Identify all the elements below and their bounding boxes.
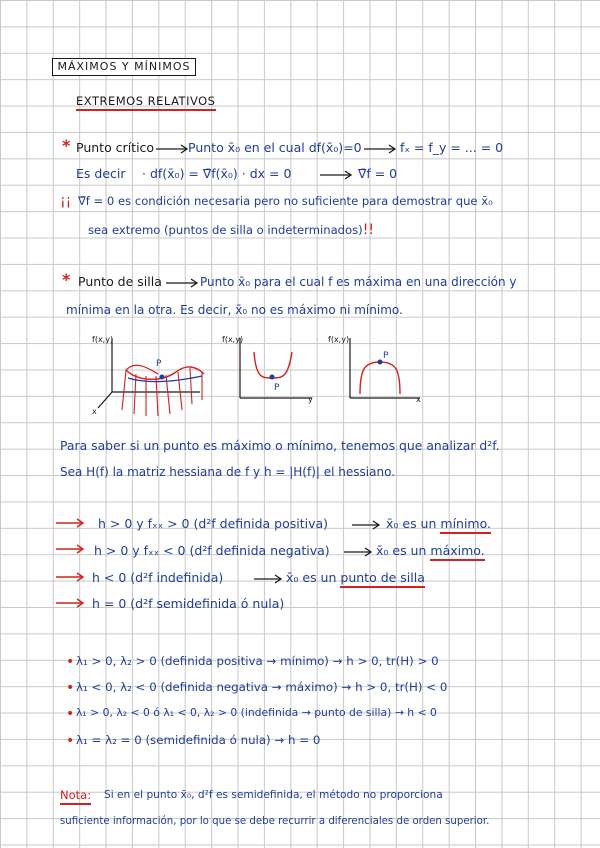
saddle-point-line1: Punto x̄₀ para el cual f es máxima en una dirección y	[200, 275, 517, 289]
axis-label: f(x,y)	[222, 335, 244, 344]
red-arrow-icon	[56, 544, 86, 554]
eigen-case: λ₁ > 0, λ₂ < 0 ó λ₁ < 0, λ₂ > 0 (indefinida → punto de silla) → h < 0	[76, 706, 437, 719]
eigen-case: λ₁ < 0, λ₂ < 0 (definida negativa → máximo) → h > 0, tr(H) < 0	[76, 680, 448, 694]
point-label: P	[383, 351, 389, 361]
point-label: P	[156, 359, 162, 369]
bullet-marker: *	[62, 136, 71, 155]
red-arrow-icon	[56, 518, 86, 528]
point-label: P	[274, 383, 280, 393]
note-line1: Si en el punto x̄₀, d²f es semidefinida, el método no proporciona	[104, 789, 443, 801]
arrow-icon	[166, 278, 200, 288]
eigen-case: λ₁ = λ₂ = 0 (semidefinida ó nula) → h = 0	[76, 733, 321, 747]
axis-label: f(x,y)	[328, 335, 350, 344]
section-subtitle: EXTREMOS RELATIVOS	[76, 96, 216, 108]
hessian-intro-line2: Sea H(f) la matriz hessiana de f y h = |H(f)| el hessiano.	[60, 465, 396, 479]
exclamation-marker: ¡¡	[60, 193, 72, 209]
axis-label: x	[416, 395, 421, 404]
hessian-case-condition: h > 0 y fₓₓ < 0 (d²f definida negativa)	[94, 543, 330, 558]
red-arrow-icon	[56, 598, 86, 608]
axis-label: x	[92, 407, 97, 416]
axis-label: f(x,y)	[92, 335, 114, 344]
bullet-dot: •	[66, 680, 75, 696]
saddle-point-term: Punto de silla	[78, 274, 162, 289]
hessian-case-condition: h < 0 (d²f indefinida)	[92, 570, 224, 585]
hessian-case-condition: h = 0 (d²f semidefinida ó nula)	[92, 596, 285, 611]
es-decir-label: Es decir	[76, 166, 126, 181]
gradient-zero: ∇̄f = 0	[358, 166, 398, 181]
critical-point-definition: Punto x̄₀ en el cual df(x̄₀)=0	[188, 140, 362, 155]
page-title: MÁXIMOS Y MÍNIMOS	[52, 58, 196, 76]
hessian-case-result: x̄₀ es un mínimo.	[386, 518, 491, 531]
note-label: Nota:	[60, 790, 91, 802]
bullet-dot: •	[66, 654, 75, 670]
saddle-point-line2: mínima en la otra. Es decir, x̄₀ no es máximo ni mínimo.	[66, 303, 403, 317]
critical-point-expansion: · df(x̄₀) = ∇̄f(x̄₀) · dx = 0	[142, 166, 292, 181]
hessian-case-result: x̄₀ es un punto de silla	[286, 572, 425, 585]
maximum-curve-figure	[328, 330, 428, 410]
necessary-note-line1: ∇̄f = 0 es condición necesaria pero no suficiente para demostrar que x̄₀	[78, 194, 493, 208]
axis-label: y	[308, 395, 313, 404]
hessian-case-result: x̄₀ es un máximo.	[376, 545, 485, 558]
necessary-note-line2: sea extremo (puntos de silla o indeterminados)!!	[88, 222, 374, 238]
arrow-icon	[254, 574, 284, 584]
arrow-icon	[320, 170, 354, 180]
hessian-case-condition: h > 0 y fₓₓ > 0 (d²f definida positiva)	[98, 516, 329, 531]
critical-point-term: Punto crítico	[76, 140, 155, 155]
bullet-dot: •	[66, 733, 75, 749]
arrow-icon	[352, 520, 382, 530]
eigen-case: λ₁ > 0, λ₂ > 0 (definida positiva → mínimo) → h > 0, tr(H) > 0	[76, 654, 439, 668]
arrow-icon	[156, 144, 190, 154]
bullet-marker: *	[62, 270, 71, 289]
critical-point-result: fₓ = f_y = ... = 0	[400, 140, 504, 155]
minimum-curve-figure	[222, 330, 322, 410]
bullet-dot: •	[66, 706, 75, 722]
arrow-icon	[364, 144, 398, 154]
note-line2: suficiente información, por lo que se debe recurrir a diferenciales de orden superior.	[60, 816, 490, 827]
red-arrow-icon	[56, 572, 86, 582]
saddle-surface-figure	[92, 330, 222, 420]
arrow-icon	[344, 547, 374, 557]
hessian-intro-line1: Para saber si un punto es máximo o mínimo, tenemos que analizar d²f.	[60, 438, 500, 453]
